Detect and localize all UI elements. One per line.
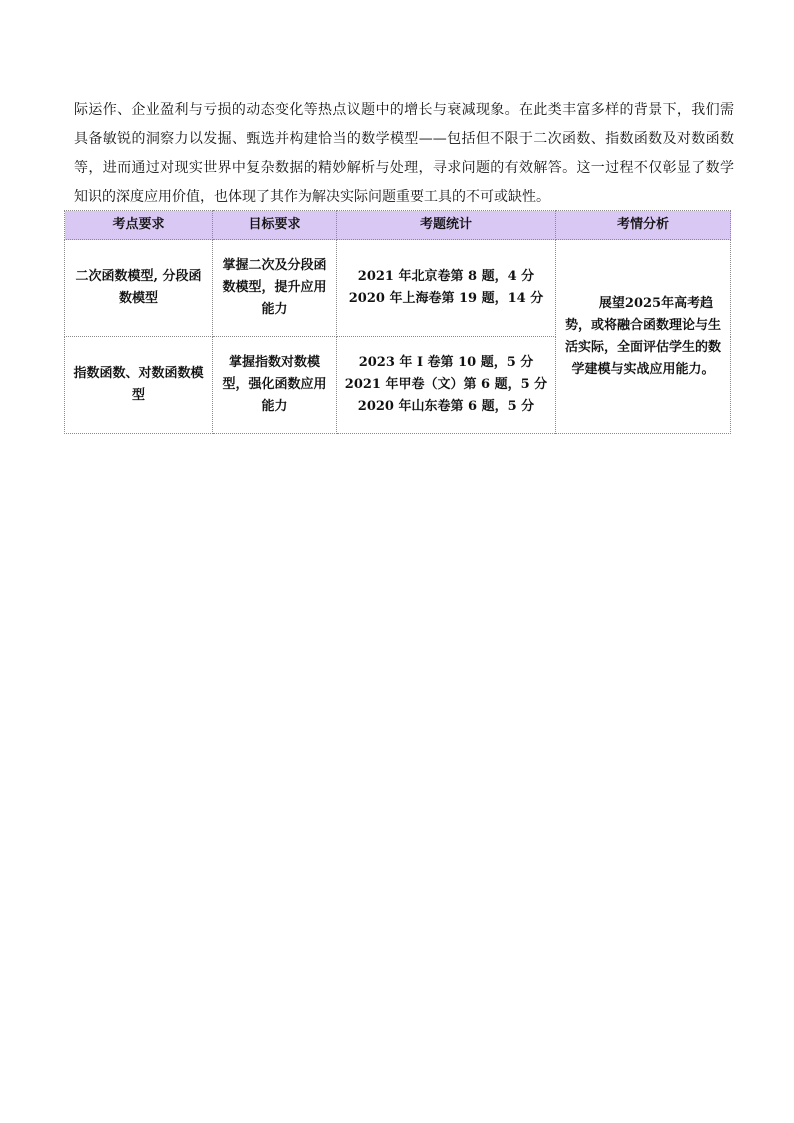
topic-cell: 指数函数、对数函数模型 <box>65 337 213 434</box>
analysis-text: 展望2025年高考趋势，或将融合函数理论与生活实际，全面评估学生的数学建模与实战应用能力。 <box>564 295 721 377</box>
intro-paragraph <box>74 96 734 212</box>
goal-cell: 掌握指数对数模型，强化函数应用能力 <box>213 337 337 434</box>
intro-line: 等，进而通过对现实世界中复杂数据的精妙解析与处理，寻求问题的有效解答。这一过程不仅彰显了数学 <box>74 160 734 176</box>
stat-line: 2020 年上海卷第 19 题，14 分 <box>348 291 544 306</box>
intro-line: 具备敏锐的洞察力以发掘、甄选并构建恰当的数学模型——包括但不限于二次函数、指数函数及对数函数 <box>74 131 734 147</box>
intro-line: 际运作、企业盈利与亏损的动态变化等热点议题中的增长与衰减现象。在此类丰富多样的背景下，我们需 <box>74 102 734 118</box>
topic-cell: 二次函数模型, 分段函数模型 <box>65 240 213 337</box>
table-header-row <box>65 211 731 240</box>
stat-line: 2020 年山东卷第 6 题，5 分 <box>357 399 535 414</box>
stat-line: 2023 年 I 卷第 10 题，5 分 <box>358 355 534 370</box>
header-goal: 目标要求 <box>213 211 337 240</box>
intro-line: 知识的深度应用价值，也体现了其作为解决实际问题重要工具的不可或缺性。 <box>74 189 550 205</box>
header-stats: 考题统计 <box>337 211 556 240</box>
header-topic: 考点要求 <box>65 211 213 240</box>
analysis-cell <box>556 240 731 434</box>
goal-cell: 掌握二次及分段函数模型，提升应用能力 <box>213 240 337 337</box>
stat-line: 2021 年甲卷（文）第 6 题，5 分 <box>344 377 548 392</box>
exam-analysis-table <box>64 210 731 434</box>
table-row <box>65 240 731 337</box>
stats-cell <box>337 240 556 337</box>
header-analysis: 考情分析 <box>556 211 731 240</box>
stats-cell <box>337 337 556 434</box>
stat-line: 2021 年北京卷第 8 题，4 分 <box>357 269 535 284</box>
